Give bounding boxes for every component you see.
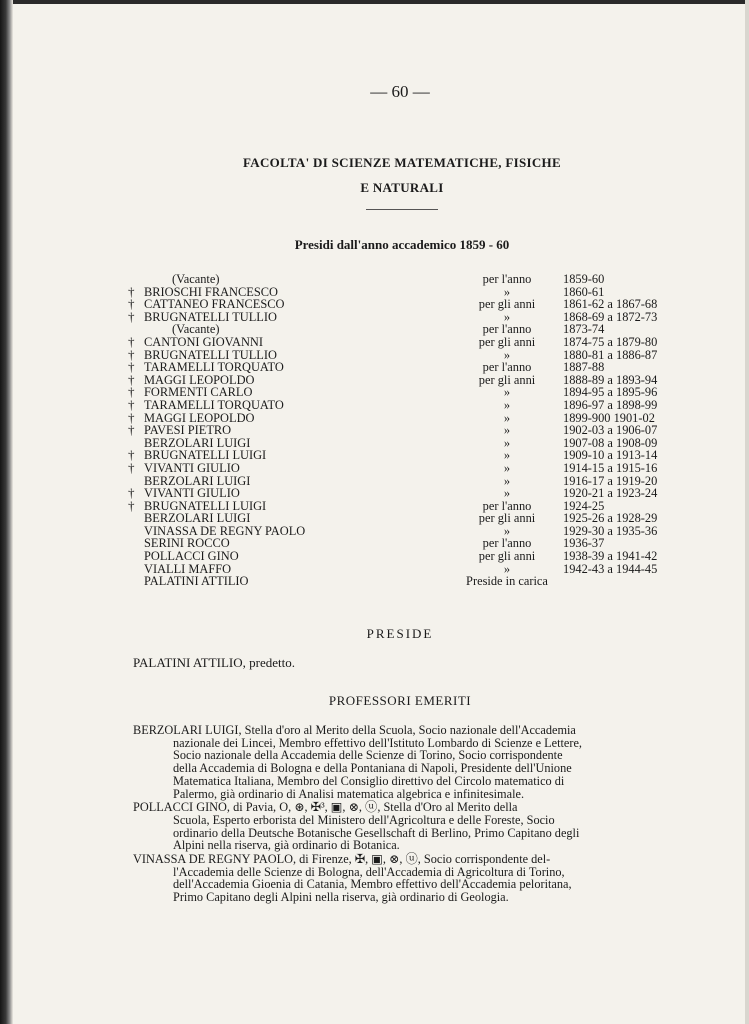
preside-name: TARAMELLI TORQUATO (144, 360, 284, 375)
scan-top-edge (0, 0, 749, 4)
tenure-years: 1916-17 a 1919-20 (563, 473, 658, 488)
deceased-dagger-icon: † (128, 409, 135, 425)
deceased-dagger-icon: † (128, 296, 135, 312)
preside-name: CANTONI GIOVANNI (144, 334, 263, 349)
presidi-row (0, 298, 749, 311)
presidi-row (0, 424, 749, 437)
presidi-row (0, 333, 749, 349)
presidi-row (0, 512, 749, 525)
tenure-period: » (503, 561, 511, 576)
tenure-period: » (503, 309, 511, 324)
tenure-years: 1924-25 (563, 498, 605, 513)
presidi-row (0, 550, 749, 563)
preside-name: POLLACCI GINO (144, 549, 239, 564)
preside-name: VINASSA DE REGNY PAOLO (144, 523, 306, 538)
tenure-years: 1899-900 1901-02 (563, 410, 655, 425)
tenure-period: » (503, 284, 511, 299)
tenure-period: » (503, 347, 511, 362)
emeritus-text-line: l'Accademia delle Scienze di Bologna, dell'Accademia di Agricoltura di Torino, (173, 864, 565, 879)
tenure-period: » (503, 523, 511, 538)
tenure-years: 1868-69 a 1872-73 (563, 309, 658, 324)
emeritus-entry (133, 801, 673, 852)
tenure-years: 1936-37 (563, 536, 605, 551)
emeritus-text-line: POLLACCI GINO, di Pavia, O, ⊛, ✠³, ▣, ⊗, ⓤ, Stella d'Oro al Merito della (133, 800, 518, 815)
preside-name: BERZOLARI LUIGI (144, 435, 251, 450)
tenure-years: 1874-75 a 1879-80 (563, 334, 658, 349)
preside-name: CATTANEO FRANCESCO (144, 297, 285, 312)
tenure-years: 1929-30 a 1935-36 (563, 523, 658, 538)
preside-name: (Vacante) (172, 272, 220, 286)
tenure-years: 1914-15 a 1915-16 (563, 460, 658, 475)
tenure-years: 1894-95 a 1895-96 (563, 385, 658, 400)
emeritus-text-line: nazionale dei Lincei, Membro effettivo dell'Istituto Lombardo di Scienze e Lettere, (173, 735, 583, 750)
deceased-dagger-icon: † (128, 384, 135, 400)
deceased-dagger-icon: † (128, 497, 135, 513)
tenure-period: per gli anni (478, 372, 536, 387)
tenure-years: 1859-60 (563, 272, 605, 286)
tenure-period: » (503, 410, 511, 425)
tenure-period: per l'anno (482, 322, 532, 337)
tenure-years: 1902-03 a 1906-07 (563, 423, 658, 438)
emeritus-text-line: Palermo, già ordinario di Analisi matematica algebrica e infinitesimale. (173, 786, 525, 801)
presidi-heading: Presidi dall'anno accademico 1859 - 60 (294, 237, 510, 252)
tenure-years: 1907-08 a 1908-09 (563, 435, 658, 450)
page-number: — 60 — (370, 82, 430, 101)
emeritus-text-line: ordinario della Deutsche Botanische Gesellschaft di Berlino, Primo Capitano degli (173, 825, 580, 840)
presidi-row (0, 575, 749, 588)
preside-name: VIVANTI GIULIO (144, 486, 240, 501)
emeriti-heading: PROFESSORI EMERITI (328, 693, 472, 708)
tenure-period: » (503, 397, 511, 412)
presidi-row (0, 346, 749, 362)
preside-name: BRUGNATELLI TULLIO (144, 309, 277, 324)
preside-name: (Vacante) (172, 322, 220, 337)
preside-name: BRIOSCHI FRANCESCO (144, 284, 278, 299)
emeritus-text-line: VINASSA DE REGNY PAOLO, di Firenze, ✠, ▣, ⊗, ⓤ, Socio corrispondente del- (133, 852, 551, 867)
preside-name: VIVANTI GIULIO (144, 460, 240, 475)
deceased-dagger-icon: † (128, 422, 135, 438)
faculty-title-line1: FACOLTA' DI SCIENZE MATEMATICHE, FISICHE (243, 155, 561, 170)
preside-name: TARAMELLI TORQUATO (144, 397, 284, 412)
emeriti-list (133, 724, 673, 905)
presidi-row (0, 459, 749, 475)
preside-name: BRUGNATELLI LUIGI (144, 448, 267, 463)
preside-name: BRUGNATELLI LUIGI (144, 498, 267, 513)
tenure-period: per l'anno (482, 272, 532, 286)
tenure-years: 1873-74 (563, 322, 605, 337)
emeritus-text-line: BERZOLARI LUIGI, Stella d'oro al Merito della Scuola, Socio nazionale dell'Accademia (133, 723, 576, 737)
preside-name: FORMENTI CARLO (144, 385, 253, 400)
faculty-title-line2: E NATURALI (360, 180, 444, 195)
tenure-years: 1909-10 a 1913-14 (563, 448, 658, 463)
tenure-period: per gli anni (478, 511, 536, 526)
deceased-dagger-icon: † (128, 447, 135, 463)
presidi-row (0, 563, 749, 576)
preside-heading: PRESIDE (366, 626, 434, 641)
emeritus-text-line: Primo Capitano degli Alpini nella riserva, già ordinario di Geologia. (173, 890, 509, 905)
preside-name: VIALLI MAFFO (144, 561, 232, 576)
tenure-period: per l'anno (482, 498, 532, 513)
tenure-period: » (503, 473, 511, 488)
tenure-years: 1860-61 (563, 284, 605, 299)
tenure-years: 1896-97 a 1898-99 (563, 397, 658, 412)
deceased-dagger-icon: † (128, 283, 135, 299)
deceased-dagger-icon: † (128, 346, 135, 362)
presidi-row (0, 361, 749, 374)
tenure-years: 1888-89 a 1893-94 (563, 372, 658, 387)
presidi-list (0, 273, 749, 588)
emeritus-text-line: Scuola, Esperto erborista del Ministero dell'Agricoltura e delle Foreste, Socio (173, 812, 555, 827)
deceased-dagger-icon: † (128, 396, 135, 412)
deceased-dagger-icon: † (128, 459, 135, 475)
tenure-period: per gli anni (478, 549, 536, 564)
tenure-period: » (503, 423, 511, 438)
tenure-years: 1887-88 (563, 360, 605, 375)
preside-name: MAGGI LEOPOLDO (144, 372, 255, 387)
tenure-period: per l'anno (482, 536, 532, 551)
deceased-dagger-icon: † (128, 333, 135, 349)
emeritus-text-line: dell'Accademia Gioenia di Catania, Membro effettivo dell'Accademia peloritana, (173, 877, 572, 892)
tenure-period: » (503, 448, 511, 463)
preside-name: BERZOLARI LUIGI (144, 473, 251, 488)
deceased-dagger-icon: † (128, 308, 135, 324)
preside-name: SERINI ROCCO (144, 536, 230, 551)
deceased-dagger-icon: † (128, 371, 135, 387)
emeritus-text-line: della Accademia di Bologna e della Pontaniana di Napoli, Presidente dell'Unione (173, 761, 572, 776)
presidi-row (0, 525, 749, 538)
tenure-period: per gli anni (478, 297, 536, 312)
tenure-period: » (503, 486, 511, 501)
preside-text: PALATINI ATTILIO, predetto. (133, 655, 295, 670)
tenure-years: 1925-26 a 1928-29 (563, 511, 658, 526)
preside-name: PAVESI PIETRO (144, 423, 232, 438)
emeritus-text-line: Alpini nella riserva, già ordinario di Botanica. (173, 838, 400, 853)
deceased-dagger-icon: † (128, 359, 135, 375)
presidi-row (0, 487, 749, 500)
tenure-years: 1920-21 a 1923-24 (563, 486, 658, 501)
presidi-row (0, 396, 749, 412)
tenure-years: 1942-43 a 1944-45 (563, 561, 658, 576)
tenure-period: » (503, 385, 511, 400)
tenure-period: per gli anni (478, 334, 536, 349)
tenure-years: 1938-39 a 1941-42 (563, 549, 658, 564)
tenure-years: 1880-81 a 1886-87 (563, 347, 658, 362)
tenure-period: per l'anno (482, 360, 532, 375)
preside-name: BRUGNATELLI TULLIO (144, 347, 277, 362)
tenure-period: » (503, 460, 511, 475)
preside-name: MAGGI LEOPOLDO (144, 410, 255, 425)
emeritus-text-line: Socio nazionale della Accademia delle Scienze di Torino, Socio corrispondente (173, 748, 563, 763)
tenure-years: 1861-62 a 1867-68 (563, 297, 658, 312)
emeritus-entry (133, 724, 673, 800)
presidi-row (0, 273, 749, 286)
emeritus-text-line: Matematica Italiana, Membro del Consiglio direttivo del Circolo matematico di (173, 773, 565, 788)
deceased-dagger-icon: † (128, 485, 135, 501)
emeritus-entry (133, 853, 673, 904)
presidi-row (0, 308, 749, 324)
tenure-period: » (503, 435, 511, 450)
preside-name: PALATINI ATTILIO (144, 574, 249, 589)
tenure-period: Preside in carica (466, 574, 548, 589)
title-divider (366, 209, 438, 210)
preside-name: BERZOLARI LUIGI (144, 511, 251, 526)
